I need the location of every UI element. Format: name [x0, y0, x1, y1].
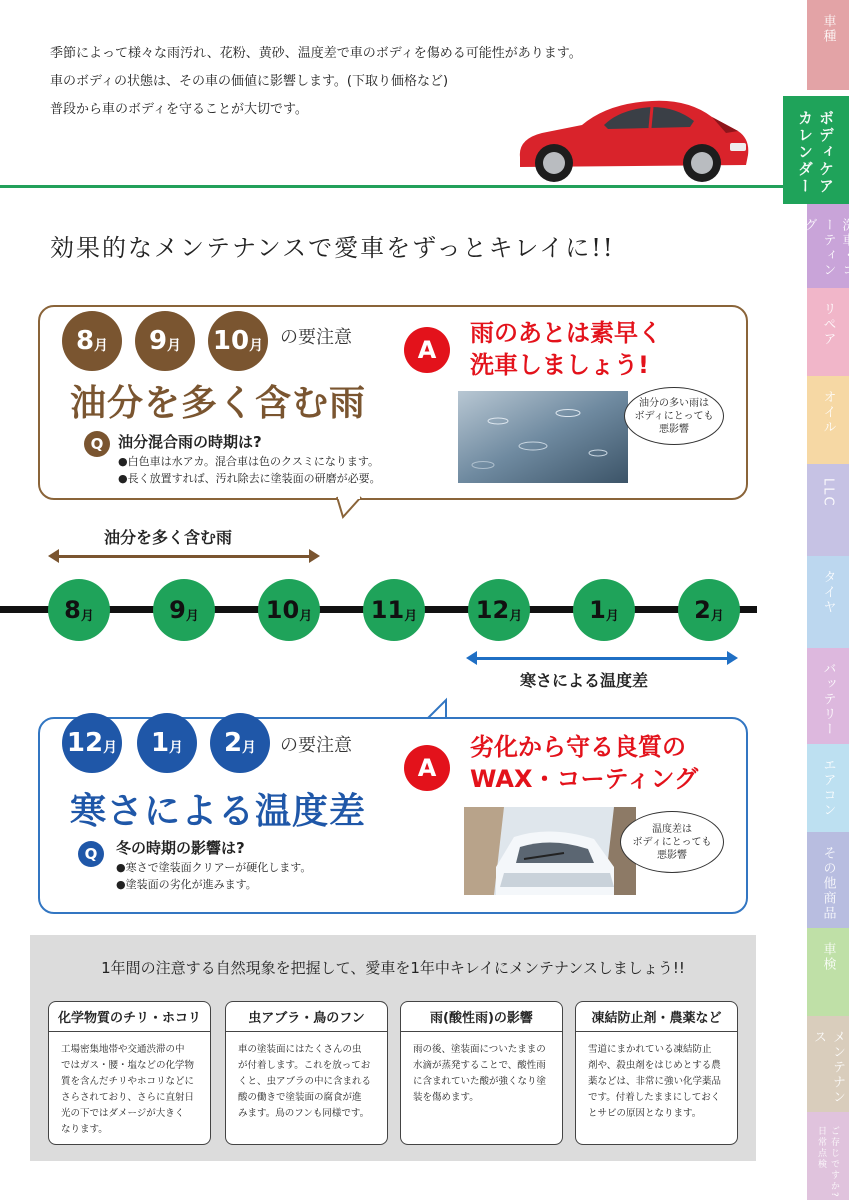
month-badge: 1 月 [137, 713, 197, 773]
tip-card-insects-birds [225, 1001, 388, 1145]
tab-other-products[interactable] [807, 832, 849, 928]
tab-label: LLC [820, 478, 836, 508]
bullet-item: ●塗装面の劣化が進みます。 [116, 878, 257, 891]
tip-card-chemical-dust [48, 1001, 211, 1145]
card-pointer-down [335, 497, 365, 519]
rain-range-arrow [58, 555, 310, 558]
question-text: 冬の時期の影響は? [116, 839, 245, 857]
tab-label: 洗車・コーティング [801, 218, 855, 278]
speech-bubble: 温度差は ボディにとっても 悪影響 [620, 811, 724, 873]
month-badge: 10 月 [208, 311, 268, 371]
tab-vehicle-type[interactable] [807, 0, 849, 90]
tab-car-wash-coating[interactable] [801, 204, 855, 288]
tab-tire[interactable] [807, 556, 849, 648]
tab-label: エアコン [820, 758, 836, 818]
question-badge: Q [78, 841, 104, 867]
speech-bubble: 油分の多い雨は ボディにとっても 悪影響 [624, 387, 724, 445]
tip-heading: 雨(酸性雨)の影響 [401, 1002, 562, 1032]
answer-text: 劣化から守る良質の WAX・コーティング [470, 733, 699, 793]
tab-label: 車種 [820, 14, 836, 44]
rain-water-photo [458, 391, 628, 483]
caution-label: の要注意 [280, 327, 352, 348]
red-car-image [512, 95, 752, 187]
answer-text: 雨のあとは素早く 洗車しましょう! [470, 319, 662, 379]
question-badge: Q [84, 431, 110, 457]
tab-repair[interactable] [807, 288, 849, 376]
tip-card-acid-rain [400, 1001, 563, 1145]
month-badge: 12 月 [62, 713, 122, 773]
tab-label: メンテナンス [811, 1030, 845, 1105]
bullet-item: ●寒さで塗装面クリアーが硬化します。 [116, 861, 312, 874]
tips-title: 1年間の注意する自然現象を把握して、愛車を1年中キレイにメンテナンスしましょう!! [101, 959, 685, 977]
answer-badge: A [404, 745, 450, 791]
cold-range-label: 寒さによる温度差 [520, 671, 649, 690]
rain-range-label: 油分を多く含む雨 [104, 528, 233, 547]
tab-label: その他商品 [820, 846, 836, 921]
tab-battery[interactable] [807, 648, 849, 744]
answer-badge: A [404, 327, 450, 373]
tip-heading: 凍結防止剤・農薬など [576, 1002, 737, 1032]
rain-title: 油分を多く含む雨 [70, 383, 367, 424]
intro-line-3: 普段から車のボディを守ることが大切です。 [50, 102, 308, 117]
tab-air-conditioner[interactable] [807, 744, 849, 832]
tab-label: オイル [820, 390, 836, 435]
tab-label: ご存じですか? 日常点検 [816, 1126, 839, 1199]
intro-text [50, 40, 582, 124]
rain-caution-card [38, 305, 748, 500]
tip-body: 雨の後、塗装面についたままの 水滴が蒸発することで、酸性雨 に含まれていた酸が強くなり塗 装を傷めます。 [413, 1044, 547, 1103]
tab-llc[interactable] [807, 464, 849, 556]
month-badge: 9 月 [135, 311, 195, 371]
tab-oil[interactable] [807, 376, 849, 464]
timeline-month: 10 月 [258, 579, 320, 641]
month-badge: 2 月 [210, 713, 270, 773]
intro-line-2: 車のボディの状態は、その車の価値に影響します。(下取り価格など) [50, 74, 449, 89]
bullet-item: ●長く放置すれば、汚れ除去に塗装面の研磨が必要。 [118, 472, 381, 485]
tip-body: 工場密集地帯や交通渋滞の中 ではガス・腰・塩などの化学物 質を含んだチリやホコリなどに さらされており、さらに直射日 光の下ではダメージが大きく なります。 [61, 1044, 195, 1135]
timeline-month: 11 月 [363, 579, 425, 641]
timeline-month: 8 月 [48, 579, 110, 641]
tab-maintenance[interactable] [807, 1016, 849, 1112]
timeline-month: 12 月 [468, 579, 530, 641]
tab-label: タイヤ [820, 570, 836, 615]
bullet-item: ●白色車は水アカ。混合車は色のクスミになります。 [118, 455, 380, 468]
side-tab-nav [796, 0, 855, 1200]
tab-daily-check[interactable] [807, 1112, 849, 1200]
caution-label: の要注意 [280, 735, 352, 756]
timeline-month: 1 月 [573, 579, 635, 641]
month-badge: 8 月 [62, 311, 122, 371]
tab-label: ボディケア カレンダー [796, 110, 835, 195]
page-headline: 効果的なメンテナンスで愛車をずっとキレイに!! [50, 234, 615, 262]
tip-card-antifreeze-pesticide [575, 1001, 738, 1145]
section-divider [0, 185, 783, 188]
cold-range-arrow [476, 657, 728, 660]
tip-heading: 虫アブラ・鳥のフン [226, 1002, 387, 1032]
timeline-month: 9 月 [153, 579, 215, 641]
tab-inspection[interactable] [807, 928, 849, 1016]
rain-bullets [118, 453, 381, 487]
timeline-month: 2 月 [678, 579, 740, 641]
tip-body: 雪道にまかれている凍結防止 剤や、殺虫剤をはじめとする農 薬などは、非常に強い化学薬品 です。付着したままにしておく とサビの原因となります。 [588, 1044, 722, 1119]
cold-title: 寒さによる温度差 [70, 791, 367, 832]
tip-body: 車の塗装面にはたくさんの虫 が付着します。これを放ってお くと、虫アブラの中に含まれる 酸の働きで塗装面の腐食が進 みます。鳥のフンも同様です。 [238, 1044, 372, 1119]
question-text: 油分混合雨の時期は? [118, 433, 262, 451]
cold-bullets [116, 859, 311, 893]
annual-tips-panel [30, 935, 756, 1161]
tab-label: 車検 [820, 942, 836, 972]
tip-heading: 化学物質のチリ・ホコリ [49, 1002, 210, 1032]
cold-caution-card [38, 717, 748, 914]
snowy-car-photo [464, 807, 636, 895]
tab-label: バッテリー [820, 662, 836, 737]
tab-label: リペア [820, 302, 836, 347]
tab-body-care-calendar[interactable] [783, 96, 849, 204]
intro-line-1: 季節によって様々な雨汚れ、花粉、黄砂、温度差で車のボディを傷める可能性があります。 [50, 46, 582, 61]
